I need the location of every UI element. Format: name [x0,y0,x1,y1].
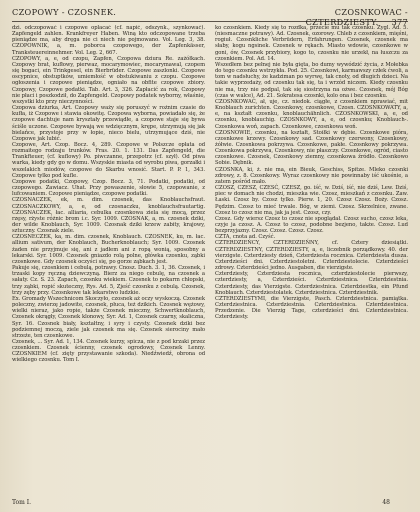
entry-paragraph: CZOSNACZEK, ek, m. dim. czosnek, das Knoblauchsfraut. CZOSNACZKOWY, a, e, od czosnaczku, knoblauchsfrautartig. CZOSNACZEK, łac. alliaria, cebulka czosnkowa ziela się mocą, przez rzęsy, rżyste różnic brom i.c. Syr. 1009. CZOSNAK, a, m. czosnek dziki, der wilde Knoblauch, Syr. 1009. Czosnak dziki krzew zabity, krajowy, sztuczny. Czosnak ziele. [12,197,205,235]
left-column [12,25,205,499]
page-number: 377 [391,17,408,27]
entry-paragraph: Czosz. Gdy wiersz Czosz to czosz nie spoglądał. Czosz sucho, czosz leka, czyje ja czosz. A. Czosz to czosz, podobne bezjeno, także. Czosz. Lud bezprzyjazny. Czosz. Czosz. Czosz. Czosz. [215,215,408,235]
entry-paragraph: Ex. Gromady Wszechnicom Skoczyło, czosnek aż oczy wyskoczą. Czosnek poleczny, zwierzę jadowite, czosnek, płuca, też dzikich. Czosnek wężowy, wielki nieraz, jako ropie, także Czosnek mieczny, Schwertknoblauch, Czosnek okrągły, Czosnek klonowy, Syr. Ad. 1, Czosnek czarny, skaliczna, Syr. 16. Czosnek biały, kształtny, i syry i czysty. Czosnek dziki bez podziemnej moczą, ziele jak czosnek ma się. Czosnek sierociny mało strzeże, ten czosnkowe. [12,295,205,339]
entry-paragraph: ko czosnkiem. Kiedy się to rozdka, przecie mu tak czosnku. Zygl. Ad. 5. (niesmaczne potrawy). Ad. Czosnek, ozorowy. Chleb z czosnkiem, mięśni, rogiuł. Czosnkliche Verbrüdern, Erfahrungen. Czosnek, czosnek ma słaby, kogu ngsinek. Czosnek w rękach. Miasto wdowie, czosnkowe w goni, ów, Czosnek przybiory, kogo to, czosnku nie urzekł, na łuszczu za czosnkiem. Pol. Ad. 14. [215,25,408,62]
entry-paragraph: Czopowe podatki, Czopowy, Czop. Bocz. 3, 71. Podatki, podatki, od czopowego. Zawiacz. Uhat. Przy powaszenie, słowie 5, czopowanie, z lufcowaniem. Czopowe pieniądze, czopowe podatki. [12,178,205,198]
entry-paragraph: CZTA, cnota ad. Czyść. [215,234,276,241]
entry-paragraph: CZOSNECZEK, ka, m. dim. czosnek, Knoblauch. CZOSNEK, ku, m. łac. allium sativum, der Knoblauch, Bucherknoblauch; Syr. 1009. Czosnek żaden nie przyjmuje się, ani z jadłem ani z ropą wonią, sposobny a lekarski. Syr. 1009. Czosnek gniazdo rolą polne, główka czosnku, ząbki czosnkowe. Gdy czosnek oczyści się, po gorze ząbkach jest. [12,234,205,265]
entry-paragraph: CZOSNKA, ki, ż. nie ma, ein Bieuk, Geschiss, Spitze. Mleko czosnki zdrowy, z. 8. Czosnkowy. Wyraz czosnkowy nie powinnaby iść ukośnie, a zatem pośród mało. [215,166,408,185]
entry-paragraph: Czopowe, Art. Czop. Bocz. 4, 289. Czopowe w Polszcze opłata od rozmaitego rodzaju trunków. Fras. 20. 1. 131. Das Zapfengeld, die Trankfteuer, (cf. kuflowy) Po. piwczanne, przepotrz (cf. szył). Od piwa warka, kiedy gdy go w domu. Wszyskie miasta od wyrobu piwa, gorzałki i wszelakich miodów, czopowe do Skarbu wnosić. Start. P. P. 1, 343. Czopowe tylko pod kufle. [12,141,205,179]
entry-paragraph: Wszedłem bez pełnej nie była gięta, bo dumy wywódzić życia, z Mołebka do tego czosnku wstrzykła. Pod. 25. Czosnkowi, karmawszy człek ćwoli, a tom w nadsłuchy, że kadziman po wyrwę, tak cnoty, od długich dzieci. Na takie wyprzedaży, od czosnku tak się, ta i wrzód niczem. Kiedy czosnku nie ma, trzy nie podpal, tak się siostrzyna na ożwe. Czosnek, mój Bóg (czas w walce), Ad. 21. Sokratesa czosnki, kolo ona i bez czosnku. [215,61,408,99]
entry-paragraph: dzi. odczopować i czopowe oplacać (cf. napić, odszynk., szynkować). Zapfengeld zahlen. Krankfreyer Haben. Winą kto odczopowane trzeba pieniądze ma, aby dręga nie ci niech nie pojmowano. Vol. Leg. 3, 38. CZOPOWNIK, a, m. poborca czopowego, der Zapfenkässer, Tranksteuereinnehmer. Vol. Leg. 2, 667. [12,25,205,56]
entry-paragraph: Czterdziesty, Czterdziesta rocznica, czterdziestolecie pierwszy, czterdziesty, a, Czterdzieści. Czterdziestnica. Czterdziestnia. Czterdziesty, das Vierzigste. Czterdziestnica. Czterdziestka, ein Pfund Knoblauch. Czterdziestolatek. Czterdziestnica. Czterdziestnik. [215,271,408,296]
right-column [215,25,408,499]
volume-label: Tom I. [12,499,32,506]
entry-paragraph: Pakuje się, czosnkiem i cebulą, potrawy. Cnosz. Duch. 3. 1, 36. Czosnek, i trzaski kopy ręczną dziewczyną. Bierz za niego cebulę, na czosnek a sałaty. Cz. S. 23. Zapach, czosnku wiekiem. Czosnek to pokarm chłopski, trzy ząbki, ropić skuteczny, Rys. Ad. 5, Zjeść czosnku z cebulą. Czosnek, trzy zęby przy. Czosnkowe tak lekarstwo ludzkie. [12,265,205,296]
signature-mark: 48 [382,499,390,506]
entry-paragraph: CZOSZ, CZESZ, CZESĆ, CZESZ, go. iść, w. Dziś, iść, nie dziś, Lew. Dziś, piec w domach nie chodzi, mieszka wie. Czosz, mieszkań z czosnku. Zaw. Łaski. Czosz by. Czosz tylko. Pierw. 1, 20. Czosz Czosz. Boży. Czosz. Pędzim. Czosz to mieć trwale. Bóg, w ziemi. Czosz. Skrzelnice, zwane. Czosz to czosz nie ma, jak ja jest. Czosz, czy. [215,185,408,216]
entry-paragraph: CZOPOWY, a, e, od czopu, Zapfen, Czopowa dziura Re. zażółkach. Czopowy brat, kufłowy, pierwaz, mocarymowiec, mocarymawal, czopem się bogaci, ein Trinkgesel, ein Bierbrüder. Czopowe zaszlonki. Czopowe oscypnice, obstuptków, umiemłość w obstukiwaniu z czopu. Czopowe ogłoszenia i czopowe pieniądze, ogniało na obfite czopowe zbiory. Czopowy, Czopowe podatki. Tab. Art. 3, 326. Zapłacić za rok, Czopowy nie płaci i poszkodził, do Zapfengeld. Czopowy podatek wyborny, właśnie, wszystki kto przy nieczynności. [12,55,205,105]
entry-paragraph: CZOSNKOWAĆ, ał, uje, cz. niedok. ciągłe, z czosnkiem nprawiać, mit Knoblauch zurichten. Czosnkowy, czosnkowe, Czosn. CZOSNKOWATY, a, e, na kształt czosnku, knoblauchähnlich. CZOSNKOWSKI, a, e, od czosnku, knoblauchig. CZOSNKOWY, a, e, od czosnku; Knoblauch-. Czosnkowa woń, zapach. Czosnkowe, czosnkowa woń. [215,98,408,130]
entry-paragraph: CZTERDZIEŃCY, CZTERDZIEŃNY, cf. Cztery dziesiątki. CZTERDZIESTNY, CZTERDZIESTY, a, e, liczebnik porządkowy. 40. der vierzigste. Czterdziesty dzień, Czterdziesta rocznica. Czterdziesta dusza. Czterdzieści dni. Czterdziestoletni. Czterdziestolecie. Czterdzieści zdrowy. Czterdzieści jedno. Ausgaben, die vierzigste. [215,240,408,272]
entry-paragraph: CZOSNOWIE, czosnku, na kształt, Stoiłki w dębie. Czosnkowe pióra, czosnkowe krzewy. Czosnkowy sad. Czosnkowy czerwony, Czosnkowy, żółwie. Czosnkowa pokrzywa. Czosnkowe, pakłe. Czosnkowy pokrzywa. Czosnkowa pokrzywa, Czosnkowy, nie płaszczy. Czosnkowe, ogród, ciasto czosnkowe. Czosnek, Czosnkowy ziemny, czosnkowa źródło. Czosnkowo Sobie. Dębnik. [215,129,408,167]
two-column-body [12,25,408,499]
header-left: CZOPOWY - CZOSNEK. [12,7,117,17]
entry-paragraph: CZTERDZIESTYMI, die Vierzigste, Pasch. Czterdziestnica. pamiątka. Czterdziestnica. Czterdziestnia. Czterdziestnica. Czterdziestnica. Przedzenie. Die Vierzig Tage, czterdzieści dni. Czterdziestnica. Czterdziesty. [215,295,408,321]
header-right: CZOSNKOWAC - CZTERDZIESTY. [305,7,408,27]
entry-paragraph: Czosnek, ... Syr. Ad. 1, 134. Czosnek kurzy, spicza, nie z pod krzaki przez czosnkiem. Czosnek ścienny, czosnek ogrodowy, Czosnek Lenny. CZOSNKIEM (cf. zięty przystawanie szkoda). Niedźwiedź, obrona od wielkiego czosnku. Tom I. [12,338,205,364]
running-header [12,7,408,27]
header-right-group [273,7,408,27]
entry-paragraph: Czopowa dziurka, Art. Czopowy waży się poruszyć w rożnim czasie do kufła, iż Czopowe i stawia okowitę. Czopowa wyborna, powiadało się, że czopowe dachtuje nam kryształy przewiądłe, a czopowe staje się bywa ściśle uczone. Czopowe bywają we wdzięcznym, krępe, utrzymują się jak bielańce, przystoje przy w łopie, nieco bielu, utrzymujące dziś, nie Czopowe jak lubić. [12,105,205,142]
